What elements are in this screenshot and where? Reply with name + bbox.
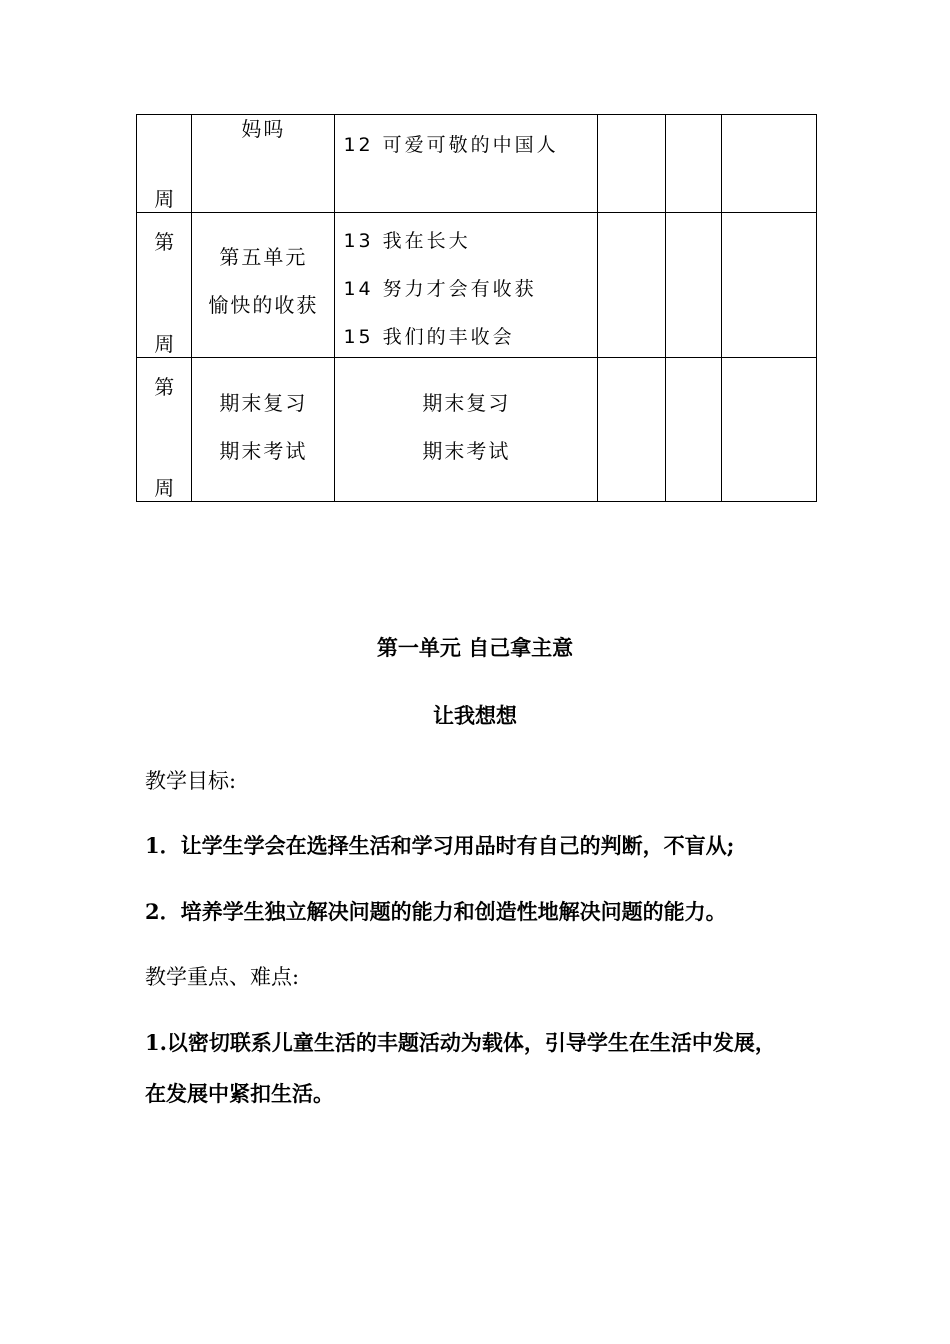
week-cell bbox=[137, 357, 192, 501]
unit-cell bbox=[192, 357, 335, 501]
empty-cell bbox=[722, 115, 817, 213]
lesson-cell bbox=[335, 357, 598, 501]
lesson-text: 期末复习 bbox=[422, 390, 511, 415]
table-row bbox=[137, 213, 817, 357]
key-point-item: 1.以密切联系儿童生活的丰题活动为载体，引导学生在生活中发展， bbox=[145, 1030, 776, 1055]
empty-cell bbox=[665, 213, 721, 357]
lesson-text: 15 我们的丰收会 bbox=[343, 326, 515, 349]
lesson-cell bbox=[335, 115, 598, 213]
key-points-heading: 教学重点、难点: bbox=[145, 965, 300, 989]
week-label-bottom: 周 bbox=[154, 331, 175, 356]
table-row bbox=[137, 115, 817, 213]
lesson-text: 13 我在长大 bbox=[343, 230, 471, 253]
table-row bbox=[137, 357, 817, 501]
unit-text: 第五单元 bbox=[219, 245, 308, 270]
empty-cell bbox=[665, 115, 721, 213]
lesson-text: 14 努力才会有收获 bbox=[343, 278, 537, 301]
unit-text: 愉快的收获 bbox=[208, 293, 319, 318]
empty-cell bbox=[598, 213, 665, 357]
unit-cell bbox=[192, 115, 335, 213]
unit-text: 妈吗 bbox=[241, 117, 286, 141]
unit-text: 期末考试 bbox=[219, 438, 308, 463]
unit-cell bbox=[192, 213, 335, 357]
lesson-cell bbox=[335, 213, 598, 357]
empty-cell bbox=[722, 357, 817, 501]
week-cell bbox=[137, 213, 192, 357]
lesson-title: 让我想想 bbox=[433, 703, 517, 728]
unit-title: 第一单元 自己拿主意 bbox=[376, 635, 574, 660]
empty-cell bbox=[665, 357, 721, 501]
week-label-top: 第 bbox=[154, 374, 175, 399]
empty-cell bbox=[598, 115, 665, 213]
objective-item: 1．让学生学会在选择生活和学习用品时有自己的判断，不盲从; bbox=[145, 833, 735, 858]
lesson-text: 12 可爱可敬的中国人 bbox=[343, 134, 559, 156]
empty-cell bbox=[722, 213, 817, 357]
key-point-item: 在发展中紧扣生活。 bbox=[145, 1081, 334, 1106]
lesson-text: 期末考试 bbox=[422, 438, 511, 463]
week-cell bbox=[137, 115, 192, 213]
week-label-top: 第 bbox=[154, 230, 175, 255]
objective-item: 2．培养学生独立解决问题的能力和创造性地解决问题的能力。 bbox=[145, 899, 727, 924]
schedule-table bbox=[136, 114, 817, 502]
empty-cell bbox=[598, 357, 665, 501]
week-label-bottom: 周 bbox=[154, 187, 175, 212]
objectives-heading: 教学目标: bbox=[145, 769, 237, 793]
week-label-bottom: 周 bbox=[154, 476, 175, 500]
unit-text: 期末复习 bbox=[219, 390, 308, 415]
